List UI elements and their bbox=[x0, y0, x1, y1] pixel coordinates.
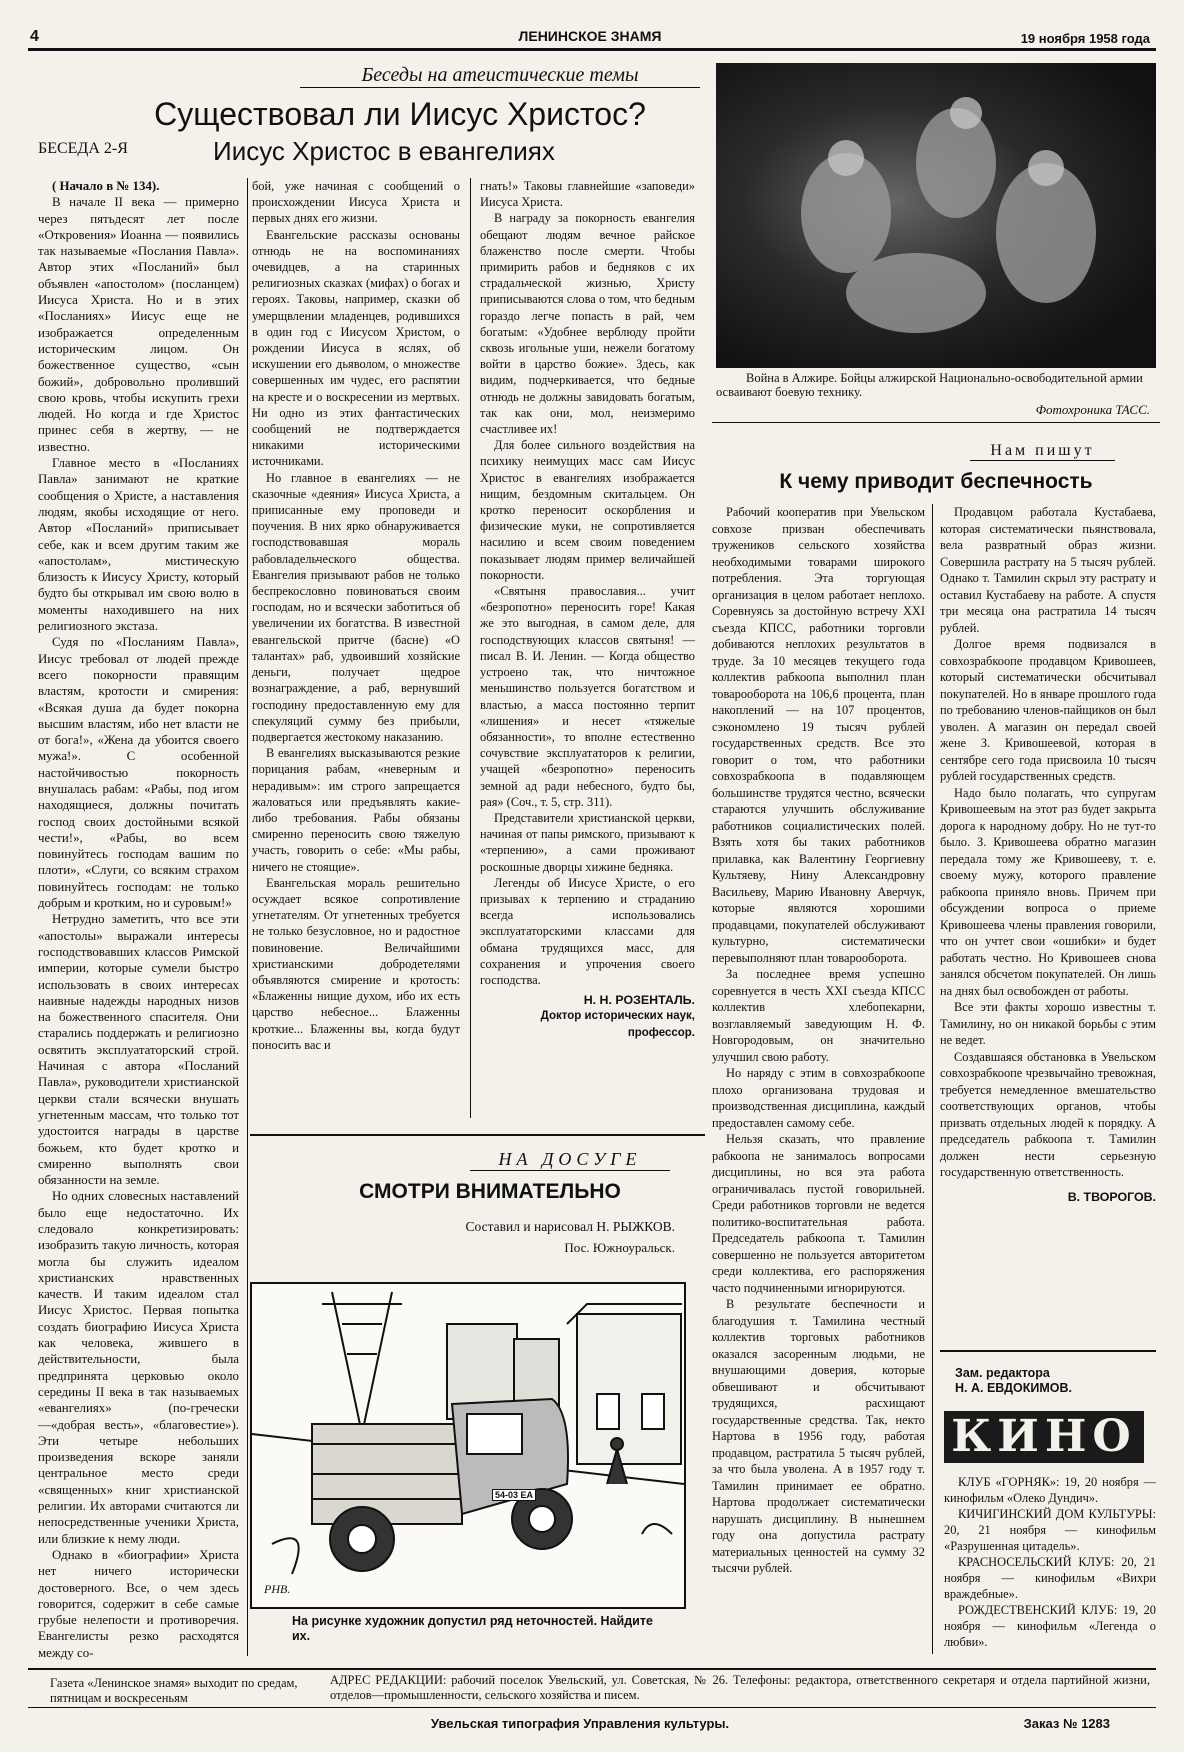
paragraph: бой, уже начиная с сообщений о происхождении Иисуса Христа и первых днях его жизни. bbox=[252, 179, 460, 226]
paragraph: Легенды об Иисусе Христе, о его призывах к терпению и страданию всегда использовались эксплуататорскими классами для обмана трудящихся масс, для сохранения и упрочения своего господства. bbox=[480, 875, 695, 987]
footer-rule bbox=[28, 1668, 1156, 1670]
letters-column-1 bbox=[712, 504, 925, 1577]
section-rule bbox=[250, 1134, 705, 1136]
paragraph: Создавшаяся обстановка в Увельском совхозрабкоопе чрезвычайно тревожная, требуется немедленное вмешательство соответствующих органов, чтобы призвать отдельных людей к порядку. А председатель рабкоопа т. Тамилин должен нести серьезную государственную ответственность. bbox=[940, 1049, 1156, 1179]
paragraph: ( Начало в № 134). bbox=[52, 179, 160, 193]
cinema-logo: КИНО bbox=[944, 1411, 1144, 1463]
artist-signature: РНВ. bbox=[264, 1582, 291, 1596]
column-divider bbox=[247, 178, 248, 1656]
author-title: Доктор исторических наук, профессор. bbox=[540, 1010, 695, 1039]
paragraph: Евангельская мораль решительно осуждает всякое сопротивление угнетателям. От угнетенных требуется не только безусловное, но и радостное повиновение. Величайшими христианскими добродетелями объявляются смирение и кротость: «Блаженны нищие духом, ибо их есть царство небесное... Блаженны кроткие... Блаженны вы, когда будут поносить вас и bbox=[252, 875, 460, 1052]
paragraph: Евангельские рассказы основаны отнюдь не на воспоминаниях очевидцев, а на старинных религиозных сказках (мифах) о богах и героях. Таковы, например, сказки об умерщвлении младенцев, родившихся в один год с Иисусом Христом, о рождении Иисуса в яслях, об искушении его дьяволом, о множестве совершенных им чудес, его распятии на кресте и о воскресении из мертвых. Ни одно из этих фантастических сообщений не подтверждается никакими историческими источниками. bbox=[252, 227, 460, 469]
paragraph: В награду за покорность евангелия обещают людям вечное райское блаженство после смерти. Чтобы примирить рабов и бедняков с их страдальческой жизнью, Христу приписываются слова о том, что бедным гораздо легче попасть в рай, чем богатым: «Удобнее верблюду пройти сквозь игольные уши, нежели богатому войти в царство божие». Здесь, как видим, подчеркивается, что бедные отнюдь не должны завидовать богатым, так как они, мол, неизмеримо счастливее их! bbox=[480, 211, 695, 437]
paragraph: Надо было полагать, что супругам Кривошеевым на этот раз будет закрыта дорога к народному добру. Но не тут-то было. З. Кривошеева обратно магазин передала тому же Кривошееву, т. е. своему мужу, которого правление рабкоопа приняло вновь. Причем при обсуждении вопроса о приеме Кривошеева члены правления говорили, что он учтет свои «ошибки» и будет работать честно. Но Кривошеев снова занялся обсчетом покупателей. Он лишь на днях был освобожден от работы. bbox=[940, 785, 1156, 998]
masthead-rule bbox=[28, 48, 1156, 51]
editorial-address: АДРЕС РЕДАКЦИИ: рабочий поселок Увельский, ул. Советская, № 26. Телефоны: редактора, ответственного секретаря и отдела партийной жизни, отделов—промышленности, сельского хозяйства и писем. bbox=[330, 1673, 1150, 1702]
puzzle-title: СМОТРИ ВНИМАТЕЛЬНО bbox=[359, 1180, 621, 1203]
paragraph: В евангелиях высказываются резкие порицания рабам, «неверным и нерадивым»: им строго запрещается жаловаться или предъявлять какие-либо требования. Рабы обязаны смиренно переносить свою тяжелую участь, говорить о себе: «Мы рабы, ничего не стоящие». bbox=[252, 746, 460, 874]
photo-soldiers bbox=[716, 63, 1156, 368]
atheism-column-3 bbox=[480, 178, 695, 1041]
list-item: КЛУБ «ГОРНЯК»: 19, 20 ноября — кинофильм «Олеко Дундич». bbox=[944, 1475, 1156, 1505]
paragraph: Но одних словесных наставлений было еще недостаточно. Их следовало конкретизировать: изобразить такую личность, которая могла бы служить идеалом христианских нравственных качеств. И таким идеалом стал Иисус Христос. Первая попытка создать биографию Иисуса Христа как человека, жившего в действительности, была предпринята церковью около середины II века в так называемых «евангелиях» (по-гречески—«добрая весть», «благовестие»). Эти четыре небольших произведения вскоре заняли центральное место среди «священных» книг христианской религии. Их авторами считаются ли непосредственные ученики Христа, или близкие к нему люди. bbox=[38, 1189, 239, 1546]
list-item: КИЧИГИНСКИЙ ДОМ КУЛЬТУРЫ: 20, 21 ноября — кинофильм «Разрушенная цитадель». bbox=[944, 1507, 1156, 1553]
rubric-leisure: НА ДОСУГЕ bbox=[470, 1149, 670, 1171]
letters-column-2 bbox=[940, 504, 1156, 1205]
paragraph: Представители христианской церкви, начиная от папы римского, призывают к «терпению», а сами проживают роскошные дворцы хижине бедняка. bbox=[480, 810, 695, 874]
paragraph: За последнее время успешно соревнуется в честь XXI съезда КПСС коллектив хлебопекарни, возглавляемый заведующим Н. Ф. Новгородовым, он значительно улучшил свою работу. bbox=[712, 967, 925, 1064]
paragraph: Все эти факты хорошо известны т. Тамилину, но он никакой борьбы с этим не ведет. bbox=[940, 1000, 1156, 1047]
section-rule bbox=[940, 1350, 1156, 1352]
paragraph: Нельзя сказать, что правление рабкоопа не занималось вопросами дисциплины, но вся эта работа ограничивалась пустой говорильней. Среди работников торговли не ведется политико-воспитательная работа. Председатель рабкоопа т. Тамилин совершенно не пользуется авторитетом среди коллектива, его распоряжения часто подчиненными игнорируются. bbox=[712, 1132, 925, 1295]
paragraph: Судя по «Посланиям Павла», Иисус требовал от людей прежде всего покорности правящим властям, кротости и смирения: «Всякая душа да будет покорна высшим властям, ибо нет власти не от бога!», «Жена да убоится своего мужа!». С особенной настойчивостью покорность внушалась рабам: «Рабы, под игом находящиеся, должны почитать господ своих достойными всякой чести!», «Рабы, во всем повинуйтесь господам вашим по плоти», «Слуги, со всяким страхом повинуйтесь господам: не только добрым и кротким, но и суровым!» bbox=[38, 635, 239, 911]
cartoon-drawing bbox=[252, 1284, 684, 1607]
headline-letters: К чему приводит беспечность bbox=[779, 470, 1093, 493]
paragraph: Однако в «биографии» Христа нет ничего исторически достоверного. Все, о чем здесь говорится, содержит в себе самые грубые нелепости и противоречия. Евангелисты резко расходятся между со- bbox=[38, 1547, 239, 1660]
puzzle-caption: На рисунке художник допустил ряд неточностей. Найдите их. bbox=[292, 1614, 653, 1643]
paragraph: Для более сильного воздействия на психику неимущих масс сам Иисус Христос в евангелиях изображается нищим, бездомным скитальцем. Он кротко переносит оскорбления и физические муки, не сопротивляется насилию и всем своим поведением показывает людям пример величайшей покорности. bbox=[480, 438, 695, 582]
subhead-atheism: Иисус Христос в евангелиях bbox=[213, 136, 555, 166]
issue-date: 19 ноября 1958 года bbox=[1020, 31, 1150, 46]
paragraph: «Святыня православия... учит «безропотно» переносить горе! Какая же это выгодная, в самом деле, для господствующих классов святыня! — писал В. И. Ленин. — Когда общество устроено так, что ничтожное меньшинство пользуется богатством и властью, а масса постоянно терпит «лишения» и несет «тяжелые обязанности», то вполне естественно сочувствие эксплуататоров к религии, учащей «безропотно» переносить земной ад ради небесного, будто бы, рая» (Соч., т. 5, стр. 311). bbox=[480, 584, 695, 809]
license-plate: 54-03 ЕА bbox=[492, 1489, 536, 1501]
paragraph: Рабочий кооператив при Увельском совхозе призван обеспечивать тружеников сельского хозяйства необходимыми товарами широкого потребления. Эта торгующая организация в целом работает неплохо. Соревнуясь за достойную встречу XXI съезда КПСС, работники торговли добиваются неплохих результатов в труде. За 10 месяцев текущего года коллектив рабкоопа выполнил план товарооборота на 106,6 процента, план накоплений — на 107 процентов, сэкономлено 19 тысяч рублей государственных средств. Все это говорит о том, что работники совхозрабкоопа в подавляющем большинстве трудятся честно, всячески стараются улучшить обслуживание работников социалистических полей. Взять хотя бы таких работников прилавка, как Валентину Георгиевну Культяеву, Нину Александровну Васильеву, Марию Ивановну Аверчук, которые являются хорошими продавцами, покупателей обслуживают культурно, систематически перевыполняют план товарооборота. bbox=[712, 505, 925, 965]
cinema-listings bbox=[944, 1474, 1156, 1650]
list-item: КРАСНОСЕЛЬСКИЙ КЛУБ: 20, 21 ноября — кинофильм «Вихри враждебные». bbox=[944, 1555, 1156, 1601]
paragraph: Но главное в евангелиях — не сказочные «деяния» Иисуса Христа, а приписанные ему проповеди и поучения. В них ярко обнаруживается господствовавшая мораль рабовладельческого общества. Евангелия призывают рабов не только беспрекословно повиноваться своим господам, но и всячески заботиться об увеличении их богатства. В известной евангельской притче (басне) «О талантах» раб, удвоивший хозяйские деньги, получает щедрое вознаграждение, а раб, вернувший господину предоставленную ему для спекуляций сумму без прибыли, подвергается жестокому наказанию. bbox=[252, 470, 460, 744]
puzzle-place: Пос. Южноуральск. bbox=[564, 1240, 675, 1255]
paragraph: гнать!» Таковы главнейшие «заповеди» Иисуса Христа. bbox=[480, 179, 695, 210]
editor-name: Н. А. ЕВДОКИМОВ. bbox=[955, 1381, 1073, 1395]
list-item: РОЖДЕСТВЕНСКИЙ КЛУБ: 19, 20 ноября — кинофильм «Легенда о любви». bbox=[944, 1603, 1156, 1649]
headline-atheism: Существовал ли Иисус Христос? bbox=[154, 96, 646, 132]
puzzle-credit: Составил и нарисовал Н. РЫЖКОВ. bbox=[465, 1219, 675, 1234]
photo-credit: Фотохроника ТАСС. bbox=[1035, 402, 1150, 417]
paragraph: Долгое время подвизался в совхозрабкоопе продавцом Кривошеев, который систематически обсчитывал покупателей. Но в январе прошлого года по требованию членов-пайщиков он был уволен. А магазин он передал своей жене З. Кривошеевой, которая в сентябре сего года присвоила 10 тысяч рублей государственных средств. bbox=[940, 637, 1156, 783]
author-signature: Н. Н. РОЗЕНТАЛЬ. bbox=[583, 993, 695, 1008]
column-divider bbox=[470, 178, 471, 1118]
publication-schedule: Газета «Ленинское знамя» выходит по средам, пятницам и воскресеньям bbox=[50, 1676, 298, 1705]
paragraph: Но наряду с этим в совхозрабкоопе плохо организована трудовая и производственная дисциплина, каждый предоставлен самому себе. bbox=[712, 1066, 925, 1130]
paragraph: В результате беспечности и благодушия т. Тамилина честный коллектив торговых работников оказался засоренным людьми, не внушающими доверия, которые обвешивают и обсчитывают трудящихся, расхищают государственные средства. Так, некто Нартова в 1956 году, работая продавцом, растратила 5 тысяч рублей, за что была уволена. А в 1957 году т. Тамилин принимает ее обратно. Нартова продолжает систематически нарушать дисциплину. В нынешнем году она допустила растрату материальных ценностей на сумму 32 тысячи рублей. bbox=[712, 1297, 925, 1575]
paragraph: В начале II века — примерно через пятьдесят лет после «Откровения» Иоанна — появились так называемые «Послания Павла». Автор этих «Посланий» был объявлен «апостолом» (посланцем) Иисуса Христа. Но и в этих «Посланиях» Иисус еще не изображается определенным историческим лицом. Он божественное существо, «сын божий», добровольно проливший свою кровь, чтобы искупить грехи людей. Но когда и где Христос принес себя в жертву, — не известно. bbox=[38, 195, 239, 454]
order-number: Заказ № 1283 bbox=[1023, 1716, 1110, 1731]
atheism-column-1 bbox=[38, 178, 239, 1661]
editor-role: Зам. редактора bbox=[955, 1366, 1050, 1380]
news-photo bbox=[716, 63, 1156, 368]
rubric-letters: Нам пишут bbox=[970, 442, 1115, 461]
page-number: 4 bbox=[30, 28, 39, 45]
puzzle-cartoon bbox=[250, 1282, 686, 1609]
newspaper-title: ЛЕНИНСКОЕ ЗНАМЯ bbox=[518, 28, 662, 44]
column-divider bbox=[932, 504, 933, 1654]
footer-rule bbox=[28, 1707, 1156, 1708]
atheism-column-2 bbox=[252, 178, 460, 1053]
section-rule bbox=[712, 422, 1160, 423]
talk-number: БЕСЕДА 2-Я bbox=[38, 140, 128, 157]
photo-caption: Война в Алжире. Бойцы алжирской Национально-освободительной армии осваивают боевую технику. bbox=[716, 371, 1143, 399]
paragraph: Главное место в «Посланиях Павла» занимают не краткие сообщения о Христе, а наставления людям, якобы исходящие от него. Автор «Посланий» приписывает себе, как и всем другим таким же «апостолам», мистическую близость к Иисусу Христу, который будто бы открывал им свою волю в моменты находившего на них религиозного экстаза. bbox=[38, 456, 239, 634]
rubric-atheism: Беседы на атеистические темы bbox=[300, 64, 700, 88]
printer-line: Увельская типография Управления культуры. bbox=[430, 1716, 730, 1731]
author-signature: В. ТВОРОГОВ. bbox=[1067, 1189, 1156, 1204]
paragraph: Нетрудно заметить, что все эти «апостолы» выражали интересы господствовавших классов Римской империи, которые сумели быстро использовать в своих интересах наивные надежды народных низов на божественного спасителя. Они старались поддержать и религиозно освятить эксплуататорский строй. Начиная с автора «Посланий Павла», руководители христианской церкви стали всячески внушать угнетенным массам, что только тот удостоится награды в царстве божьем, кто будет кротко и смиренно выполнять свои обязанности на земле. bbox=[38, 912, 239, 1188]
paragraph: Продавцом работала Кустабаева, которая систематически пьянствовала, вела развратный образ жизни. Совершила растрату на 5 тысяч рублей. Однако т. Тамилин скрыл эту растрату и оставил Кустабаеву на работе. А спустя три месяца она растратила 14 тысяч рублей. bbox=[940, 505, 1156, 635]
